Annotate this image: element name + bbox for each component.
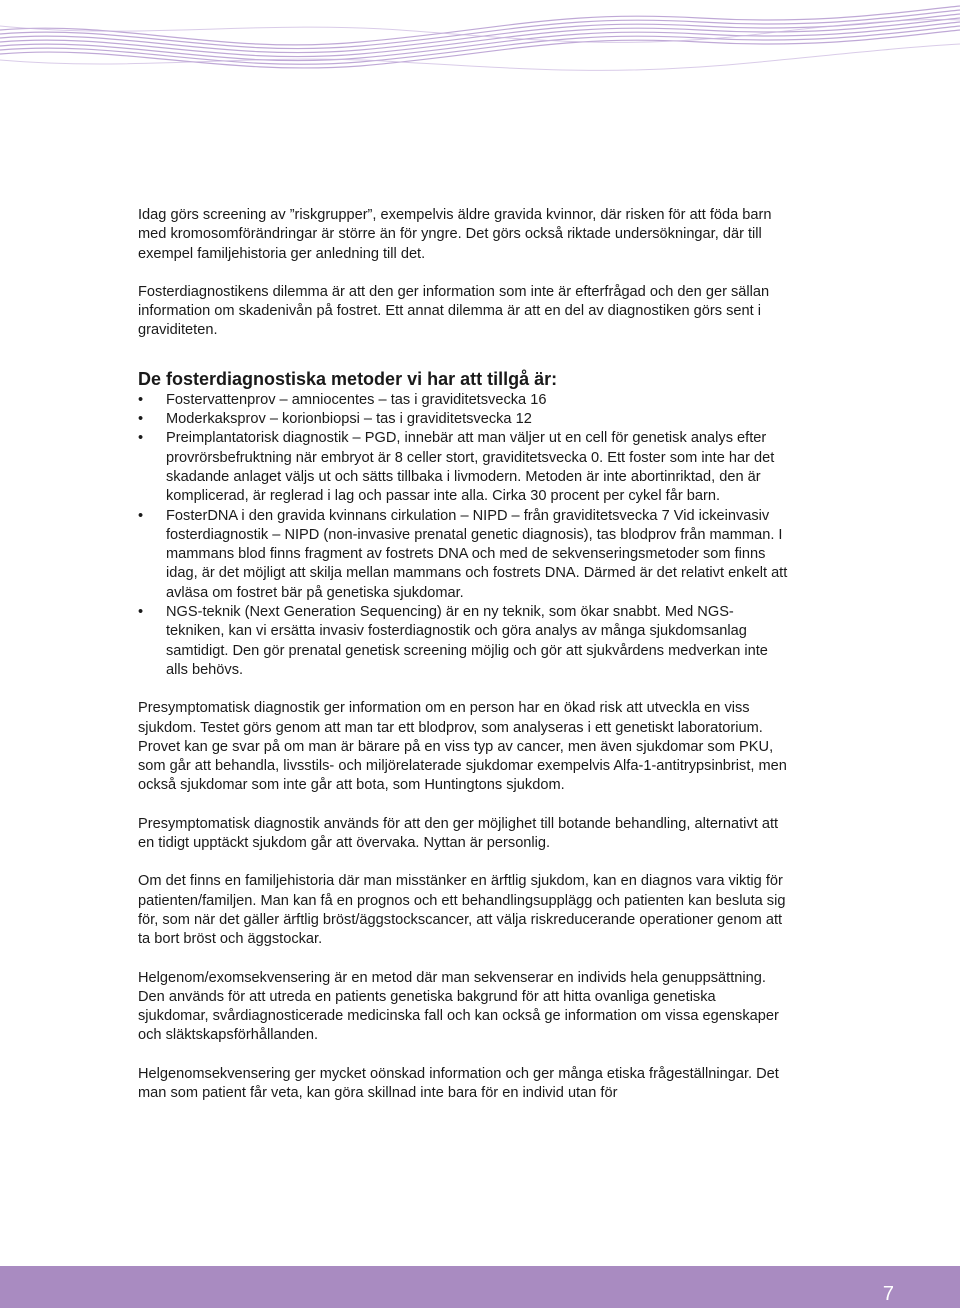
footer-band: [0, 1266, 960, 1308]
paragraph-genome-sequencing: Helgenom/exomsekvensering är en metod där man sekvenserar en individs hela genuppsättning. Den används för att utreda en patients genetiska bakgrund för att hitta ovanliga genetiska sjukdomar, svårdiagnosticerade medicinska fall och kan också ge information om vissa egenskaper och släktskapsförhållanden.: [138, 969, 779, 1044]
methods-heading: De fosterdiagnostiska metoder vi har att tillgå är:: [138, 368, 558, 389]
methods-list: [138, 391, 788, 680]
page-number: 7: [882, 1283, 894, 1305]
list-item: • Preimplantatorisk diagnostik – PGD, innebär att man väljer ut en cell för genetisk analys efter provrörsbefruktning när embryot är 8 celler stort, graviditetsvecka 0. Ett foster som inte har det skadande anlaget väljs ut och sätts tillbaka i livmodern. Metoden är inte abortinriktad, den är komplicerad, är reglerad i lag och passar inte alla. Cirka 30 procent per cykel får barn.: [138, 429, 788, 506]
paragraph-family-history: Om det finns en familjehistoria där man misstänker en ärftlig sjukdom, kan en diagnos vara viktig för patienten/familjen. Man kan få en prognos och ett behandlingsupplägg och patienten kan besluta sig för, som när det gäller ärftlig bröst/äggstockscancer, att välja riskreducerande operationer genom att ta bort bröst och äggstockar.: [138, 873, 786, 948]
list-item: • FosterDNA i den gravida kvinnans cirkulation – NIPD – från graviditetsvecka 7 Vid ickeinvasiv fosterdiagnostik – NIPD (non-invasive prenatal genetic diagnosis), tas blodprov från mamman. I mammans blod finns fragment av fostrets DNA och med de sekvenseringsmetoder som finns idag, är det möjligt att skilja mellan mammans och fostrets DNA. Därmed är det relativt enkelt att avläsa om fostret bär på genetiska sjukdomar.: [138, 507, 788, 603]
paragraph-presymptomatic: Presymptomatisk diagnostik ger information om en person har en ökad risk att utveckla en viss sjukdom. Testet görs genom att man tar ett blodprov, som analyseras i ett genetiskt laboratorium. Provet kan ge svar på om man är bärare på en viss typ av cancer, men även sjukdomar som PKU, som går att behandla, livsstils- och miljörelaterade sjukdomar exempelvis Alfa-1-antitrypsinbrist, men också sjukdomar som inte går att bota, som Huntingtons sjukdom.: [138, 700, 787, 794]
intro-paragraph-2: Fosterdiagnostikens dilemma är att den ger information som inte är efterfrågad och den ger sällan information om skadenivån på fostret. Ett annat dilemma är att en del av diagnostiken görs sent i graviditeten.: [138, 283, 770, 339]
intro-paragraph-1: Idag görs screening av ”riskgrupper”, exempelvis äldre gravida kvinnor, där risken för att föda barn med kromosomförändringar är större än för yngre. Det görs också riktade undersökningar, där till exempel familjehistoria ger anledning till det.: [138, 207, 772, 262]
decorative-wave-header: [0, 0, 960, 80]
list-item: • Fostervattenprov – amniocentes – tas i graviditetsvecka 16: [138, 391, 788, 410]
main-text: [138, 206, 788, 1103]
list-item: • Moderkaksprov – korionbiopsi – tas i graviditetsvecka 12: [138, 410, 788, 429]
paragraph-presymptomatic-use: Presymptomatisk diagnostik används för att den ger möjlighet till botande behandling, alternativt att en tidigt upptäckt sjukdom går att övervaka. Nyttan är personlig.: [138, 815, 779, 852]
list-item: • NGS-teknik (Next Generation Sequencing) är en ny teknik, som ökar snabbt. Med NGS-tekniken, kan vi ersätta invasiv fosterdiagnostik och göra analys av många sjukdomsanlag samtidigt. Den gör prenatal genetisk screening möjlig och gör att sjukvårdens medverkan inte alls behövs.: [138, 603, 788, 680]
paragraph-genome-ethics: Helgenomsekvensering ger mycket oönskad information och ger många etiska frågeställningar. Det man som patient får veta, kan göra skillnad inte bara för en individ utan för: [138, 1065, 779, 1101]
